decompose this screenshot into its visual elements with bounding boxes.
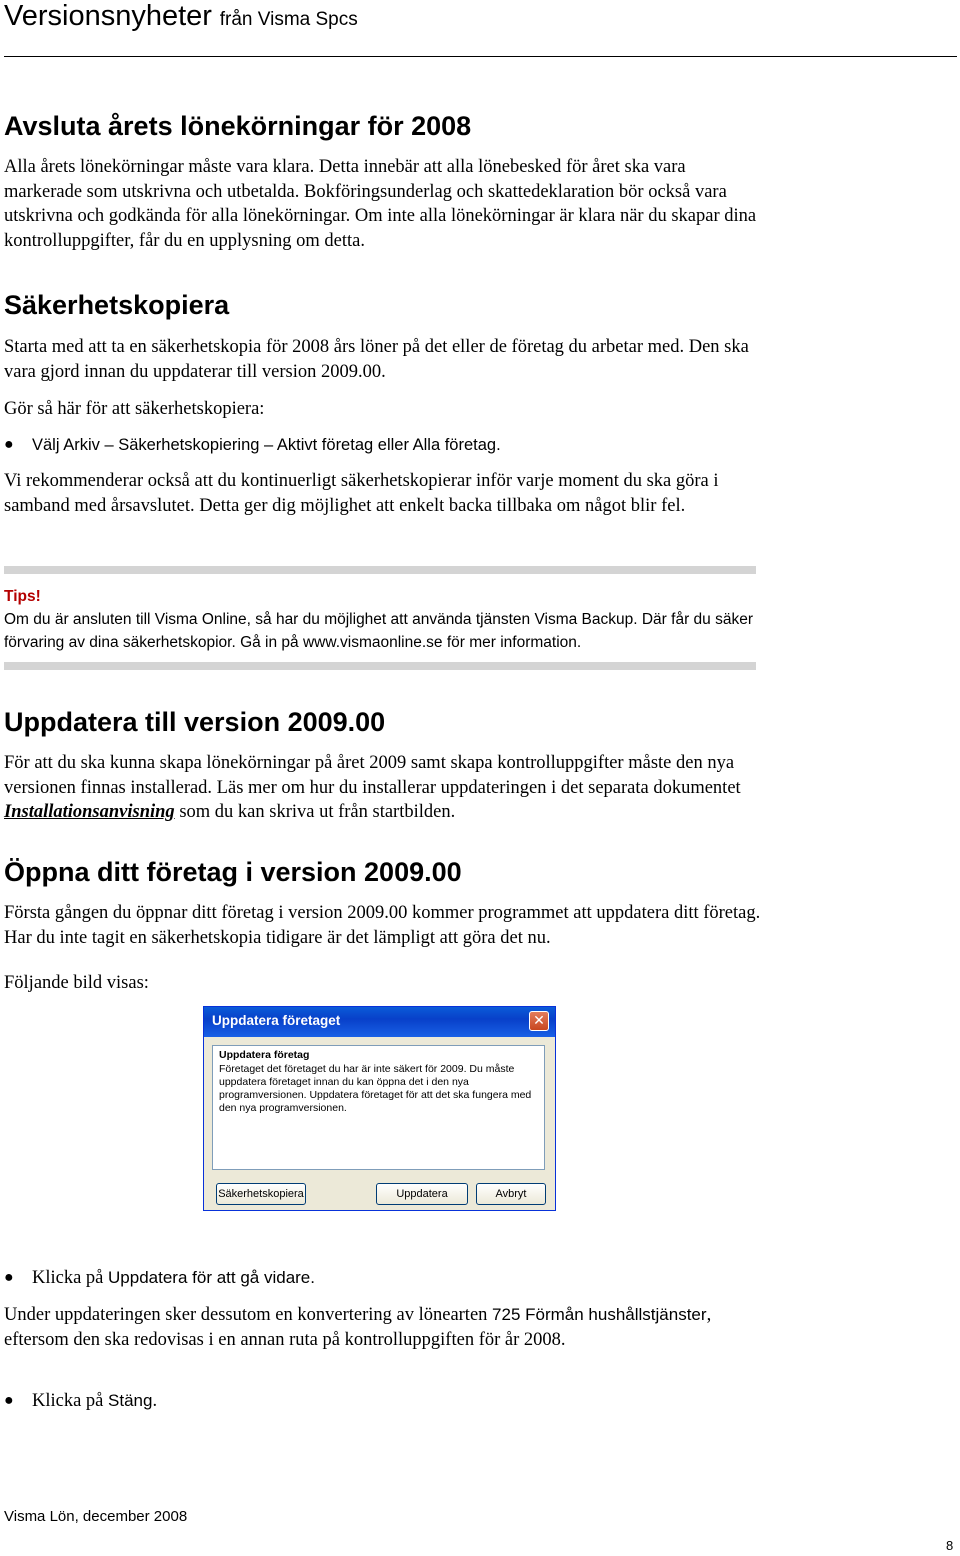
tips-label: Tips! <box>4 588 41 605</box>
header-title-main: Versionsnyheter <box>4 0 212 32</box>
update-button: Uppdatera <box>376 1183 468 1205</box>
paragraph-oppna-2: Följande bild visas: <box>4 973 149 993</box>
link-installationsanvisning: Installationsanvisning <box>4 802 175 822</box>
dialog-titlebar <box>204 1007 555 1037</box>
heading-avsluta: Avsluta årets lönekörningar för 2008 <box>4 111 472 141</box>
paragraph-uppdatera: För att du ska kunna skapa lönekörningar på året 2009 samt skapa kontrolluppgifter måste den nya versionen finnas installerad. Läs mer om hur du installerar uppdateringen i det separata dokumentet Installationsanvisning som du kan skriva ut från startbilden. <box>4 753 741 822</box>
heading-oppna: Öppna ditt företag i version 2009.00 <box>4 857 462 887</box>
bullet-text: Klicka på Uppdatera för att gå vidare. <box>32 1268 315 1288</box>
header-title-sub: från Visma Spcs <box>219 9 358 30</box>
bullet-text: Välj Arkiv – Säkerhetskopiering – Aktivt företag eller Alla företag. <box>32 436 501 454</box>
bullet-text: Klicka på Stäng. <box>32 1391 158 1411</box>
paragraph-sakerhet-1: Starta med att ta en säkerhetskopia för 2008 års löner på det eller de företag du arbetar med. Den ska vara gjord innan du uppdaterar till version 2009.00. <box>4 337 749 382</box>
bullet-uppdatera <box>4 1266 764 1290</box>
close-icon: ✕ <box>529 1011 549 1031</box>
paragraph-sakerhet-3: Vi rekommenderar också att du kontinuerligt säkerhetskopierar inför varje moment du ska göra i samband med årsavslutet. Detta ger dig möjlighet att enkelt backa tillbaka om något blir fel. <box>4 471 719 516</box>
bullet-dot: ● <box>4 1269 14 1286</box>
paragraph-oppna-3: Under uppdateringen sker dessutom en konvertering av lönearten 725 Förmån hushållstjänster, eftersom den ska redovisas i en annan ruta på kontrolluppgiften för år 2008. <box>4 1305 712 1350</box>
dialog-panel-heading: Uppdatera företag <box>219 1049 310 1061</box>
paragraph-oppna-1: Första gången du öppnar ditt företag i version 2009.00 kommer programmet att uppdatera ditt företag. Har du inte tagit en säkerhetskopia tidigare är det lämpligt att göra det nu. <box>4 903 761 948</box>
dialog-screenshot <box>203 1006 556 1211</box>
bullet-sakerhet <box>4 433 764 457</box>
heading-uppdatera: Uppdatera till version 2009.00 <box>4 707 386 737</box>
cancel-button: Avbryt <box>476 1183 546 1205</box>
dialog-panel-text: Företaget det företaget du har är inte säkert för 2009. Du måste uppdatera företaget innan du kan öppna det i den nya programversionen. Uppdatera företaget för att det ska fungera med den nya programversionen. <box>219 1063 532 1114</box>
page-number: 8 <box>946 1538 954 1553</box>
tips-text: Om du är ansluten till Visma Online, så har du möjlighet att använda tjänsten Visma Backup. Där får du säker förvaring av dina säkerhetskopior. Gå in på www.vismaonline.se för mer information. <box>4 611 753 651</box>
document-header-title <box>4 0 358 36</box>
backup-button: Säkerhetskopiera <box>216 1183 306 1205</box>
footer-text: Visma Lön, december 2008 <box>4 1508 188 1525</box>
tips-top-bar <box>4 566 756 574</box>
bullet-stang <box>4 1389 764 1413</box>
dialog-panel <box>212 1045 545 1170</box>
dialog-title: Uppdatera företaget <box>212 1013 341 1028</box>
paragraph-avsluta: Alla årets lönekörningar måste vara klara. Detta innebär att alla lönebesked för året ska vara markerade som utskrivna och utbetalda. Bokföringsunderlag och skattedeklaration bör också vara utskrivna och godkända för alla lönekörningar. Om inte alla lönekörningar är klara när du skapar dina kontrolluppgifter, får du en upplysning om detta. <box>4 157 757 251</box>
bullet-dot: ● <box>4 436 14 453</box>
heading-sakerhetskopiera: Säkerhetskopiera <box>4 290 230 320</box>
paragraph-sakerhet-2: Gör så här för att säkerhetskopiera: <box>4 399 265 419</box>
tips-bottom-bar <box>4 662 756 670</box>
bullet-dot: ● <box>4 1392 14 1409</box>
header-rule <box>4 56 957 57</box>
